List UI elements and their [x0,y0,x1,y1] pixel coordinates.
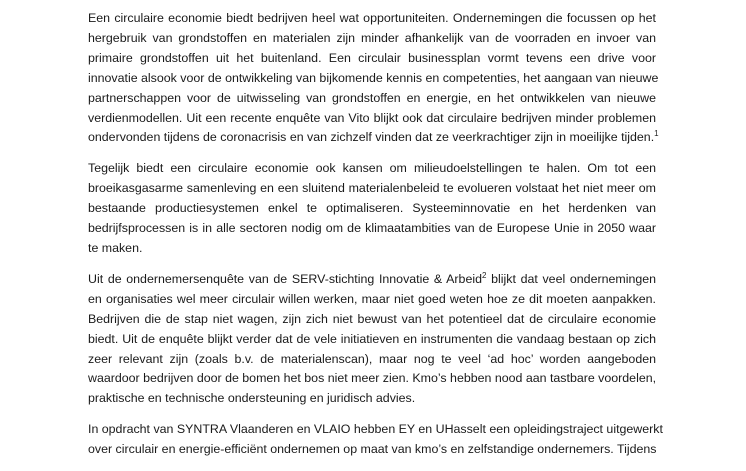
text-line-with-footnote [88,270,656,290]
text-line: ondervonden tijdens de coronacrisis en van zichzelf vinden dat ze veerkrachtiger zijn in moeilijke tijden. [88,130,655,145]
text-line: zeer relevant zijn (zoals b.v. de materialenscan), maar nog te veel ‘ad hoc’ worden aangeboden [88,351,656,366]
text-line: over circulair en energie-efficiënt ondernemen op maat van kmo’s en zelfstandige ondernemers. Tijdens [88,442,657,457]
text-line-with-footnote [88,128,659,148]
text-line: praktische en technische ondersteuning en juridisch advies. [88,391,416,406]
paragraph-survey [88,270,656,409]
text-line: bestaande productiesystemen enkel te optimaliseren. Systeeminnovatie en het herdenken van [88,201,656,216]
text-line: primaire grondstoffen uit het buitenland. Een circulair businessplan vormt tevens een drive voor [88,50,656,65]
footnote-marker-2[interactable]: 2 [482,270,487,280]
footnote-marker-1[interactable]: 1 [654,129,659,139]
text-line: innovatie alsook voor de ontwikkeling van bijkomende kennis en competenties, het aangaan van nieuwe [88,70,659,85]
text-line: partnerschappen voor de uitwisseling van grondstoffen en energie, en het ontwikkelen van nieuwe [88,90,656,105]
paragraph-training [88,420,663,460]
text-line: verdienmodellen. Uit een recente enquête van Vito blijkt ook dat circulaire bedrijven minder problemen [88,110,656,125]
text-line: biedt. Uit de enquête blijkt verder dat de vele initiatieven en instrumenten die vandaag bestaan op zich [88,331,656,346]
document-page [88,9,663,471]
text-line: hergebruik van grondstoffen en materialen zijn minder afhankelijk van de voorraden en invoer van [88,30,656,45]
text-segment: Uit de ondernemersenquête van de SERV-stichting Innovatie & Arbeid [88,271,482,286]
text-line: en organisaties wel meer circulair willen werken, maar niet goed weten hoe ze dit moeten aanpakken. [88,291,656,306]
text-line: Tegelijk biedt een circulaire economie ook kansen om milieudoelstellingen te halen. Om tot een [88,161,656,176]
paragraph-opportunities [88,9,659,148]
text-line: Bedrijven die de stap niet wagen, zijn zich niet bewust van het potentieel dat de circulaire economie [88,311,656,326]
text-line: te maken. [88,240,143,255]
text-line: bedrijfsprocessen is in alle sectoren nodig om de klimaatambities van de Europese Unie in 2050 waar [88,221,656,236]
text-line: Een circulaire economie biedt bedrijven heel wat opportuniteiten. Ondernemingen die focussen op het [88,11,656,25]
paragraph-environment [88,159,656,259]
text-segment: blijkt dat veel ondernemingen [486,271,657,286]
text-line: In opdracht van SYNTRA Vlaanderen en VLAIO hebben EY en UHasselt een opleidingstraject uitgewerkt [88,422,663,437]
text-line: broeikasgasarme samenleving en een sluitend materialenbeleid te evolueren volstaat het niet meer om [88,181,656,196]
text-line: waardoor bedrijven door de bomen het bos niet meer zien. Kmo’s hebben nood aan tastbare voordelen, [88,371,657,386]
